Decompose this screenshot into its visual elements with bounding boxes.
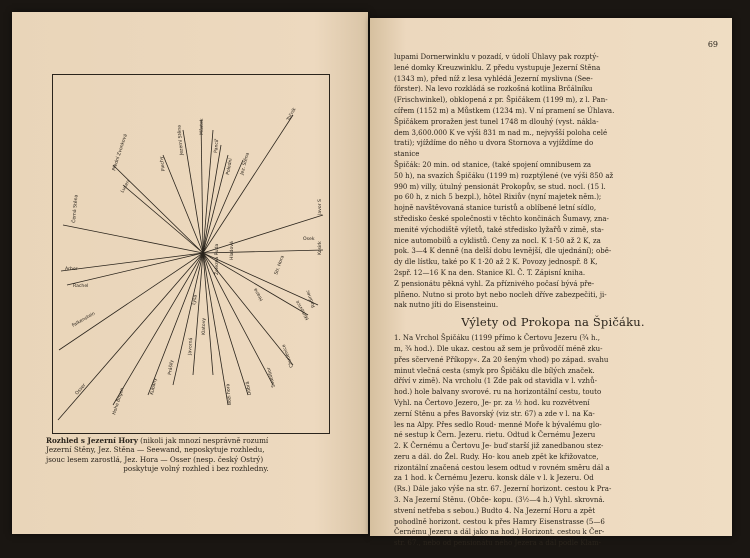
label-falkenstein: Falkenstein xyxy=(71,311,97,329)
label-dobra: Dobrá xyxy=(245,380,253,396)
label-hohe-bogen: Hohe Bogen xyxy=(112,387,126,416)
caption-line-2: Jezerní Stěny, Jez. Stěna — Seewand, neposkytuje rozhledu, xyxy=(46,445,265,455)
label-poledni: Poledni xyxy=(226,158,234,176)
label-mustek: Můstek xyxy=(200,118,205,135)
paragraph-excursions-line: 2. K Černému a Čertovu Je- buď starší již zanedbanou stez- xyxy=(394,442,604,451)
paragraph-excursions-line: rizontální značená cestou lesem odtud v rovném směru dál a xyxy=(394,463,610,472)
paragraph-spicak-station-line: středisko české společnosti v těchto končinách Šumavy, zna- xyxy=(394,214,609,223)
paragraph-spicak-station-line: Špičák: 20 min. od stanice, (také spojení omnibusem za xyxy=(394,160,592,169)
paragraph-excursions-line: 1. Na Vrchol Špičáku (1199 přímo k Čertovu Jezeru (¾ h., xyxy=(394,334,601,343)
label-predni-zvonkova: Přední Zvonková xyxy=(112,133,129,172)
ray-lines xyxy=(58,115,323,420)
label-osek: Osek xyxy=(303,237,315,242)
paragraph-rail-view-line: stanice xyxy=(394,150,420,159)
paragraph-excursions-line: (Rs.) Dále jako výše na str. 67. Jezerní horizont. cestou k Pra- xyxy=(394,485,612,494)
paragraph-spicak-station xyxy=(394,160,712,311)
label-bozi-hora: Boží hora xyxy=(226,383,233,406)
label-javor: Javor S xyxy=(318,199,323,215)
label-prasily: Prášily xyxy=(168,359,176,376)
paragraph-excursions-line: zerní Stěnu a přes Bavorský (viz str. 67) a zde v l. na Ka- xyxy=(394,409,595,418)
paragraph-spicak-station-line: po 60 h, z nich 5 bezpl.), hôtel Rixiův (nyní majetek něm.); xyxy=(394,193,602,202)
paragraph-spicak-station-line: pln̆eno. Nutno si proto byt nebo nocleh dříve zabezpečiti, ji- xyxy=(394,290,607,299)
paragraph-excursions-line: pohodlně horizont. cestou k přes Hamry Eisenstrasse (5—6 xyxy=(394,517,605,526)
label-kosirk: Kosirk xyxy=(318,241,323,255)
label-cerna-stena: Černá Stěna xyxy=(72,194,80,224)
caption-line-1-text: (nikoli jak mnozí nesprávně rozumí xyxy=(137,436,269,445)
body-text xyxy=(394,52,712,549)
paragraph-spicak-station-line: 50 h), na svazích Špičáku (1199 m) rozptýlené (ve výši 850 až xyxy=(394,171,614,180)
paragraph-spicak-station-line: nice automobilů a cyklistů. Ceny za nocl. K 1·50 až 2 K, za xyxy=(394,236,601,245)
paragraph-excursions-line: Černému Jezeru a dál jako na hod.) Horizont. cestou k Čer- xyxy=(394,528,605,537)
label-hladova: Hladová xyxy=(230,241,235,260)
page-number: 69 xyxy=(707,40,718,49)
label-svatobor: Svatobor xyxy=(266,366,277,388)
label-pancir: Pancíř xyxy=(214,138,221,154)
caption-title: Rozhled s Jezerní Hory xyxy=(46,436,138,445)
panorama-rays xyxy=(53,75,329,433)
label-lusen: Lusen xyxy=(120,179,132,194)
paragraph-excursions xyxy=(394,333,712,549)
paragraph-excursions-line: stvení netřeba s sebou.) Budto 4. Na Jezerní Horu a zpět xyxy=(394,506,596,515)
paragraph-spicak-station-line: dy dle lístku, také po K 1·20 až 2 K. Povozy jednospř. 8 K, xyxy=(394,258,598,267)
paragraph-excursions-line: hod.) hole balvany svorové. ru na horizontální cestu, touto xyxy=(394,388,602,397)
paragraph-spicak-station-line: 990 m) villy, útulný pensionát Prokopův, se stud. nocl. (15 l. xyxy=(394,182,606,191)
paragraph-rail-view-line: trati); vjíždíme do něho u dvora Stornova a vyjíždíme do xyxy=(394,139,594,148)
paragraph-spicak-station-line: pok. 3—4 K denně (na delší dobu levnější, dle ujednání); obě- xyxy=(394,247,612,256)
paragraph-excursions-line: za 1 hod. k Černému Jezeru. konsk dále v l. k Jezeru. Od xyxy=(394,474,594,483)
label-lysa: Lysá xyxy=(192,294,199,306)
paragraph-excursions-line: 3. Na Jezerní Stěnu. (Obče- kopu. (3½—4 h.) Vyhl. skrovná. xyxy=(394,496,605,505)
paragraph-rail-view-line: dem 3,600.000 K ve výši 831 m nad m., nejvyšší poloha celé xyxy=(394,128,608,137)
diagram-caption xyxy=(46,436,346,474)
paragraph-rail-view-line: (Frischwinkel), obklopená z pr. Špičákem (1199 m), z l. Pan- xyxy=(394,96,608,105)
label-rachel: Rachel xyxy=(73,284,89,289)
right-page xyxy=(370,18,732,548)
label-jezeri-stena: Jezerní Stěna xyxy=(177,124,185,156)
paragraph-rail-view xyxy=(394,52,712,160)
paragraph-excursions-line: přes sčervené Příkopy«. Za 20 šeným vhod) po západ. svahu xyxy=(394,355,609,364)
label-tocnik: Točník xyxy=(286,107,298,122)
paragraph-rail-view-line: Špičákem proražen jest tunel 1748 m dlouhý (vyst. nákla- xyxy=(394,117,599,126)
section-heading: Výlety od Prokopa na Špičáku. xyxy=(461,315,645,330)
paragraph-spicak-station-line: Z pensionátu pěkná vyhl. Za příznivého počasí bývá pře- xyxy=(394,279,595,288)
label-plechy: Plechy xyxy=(159,155,167,172)
paragraph-spicak-station-line: menité východiště výletů, také středisko lyžařů v zimě, sta- xyxy=(394,225,604,234)
paragraph-rail-view-line: lupami Dornerwinklu v pozadí, v údolí Úhlavy pak rozptý- xyxy=(394,53,599,61)
left-page xyxy=(12,12,368,534)
panorama-diagram xyxy=(52,74,330,434)
label-radinec: Radinec xyxy=(305,289,317,309)
paragraph-excursions-line: dříví v zimě). Na vrcholu (1 Zde pak od stavidla v l. vzhů- xyxy=(394,377,597,386)
paragraph-excursions-line: str. 67., nebo od pensionátu ného Jezera a dál podle Klam- xyxy=(394,539,601,548)
label-mirkovice: Mirkovice xyxy=(295,299,311,321)
paragraph-excursions-line: né sestup k Čern. Jezeru. rietu. Odtud k Černému Jezeru xyxy=(394,431,596,440)
paragraph-excursions-line: minut vlečná cesta (smyk pro Špičáku dle bílých značek. xyxy=(394,366,595,375)
paragraph-excursions-line: les na Alpy. Přes sedlo Roud- menné Moře k bývalému glo- xyxy=(394,420,602,429)
label-hrana: Hrana xyxy=(253,286,265,302)
caption-line-4: poskytuje volný rozhled i bez rozhledny. xyxy=(123,464,269,474)
label-klatovy: Klatovy xyxy=(202,317,207,335)
caption-line-3: jsouc lesem zarostlá, Jez. Hora — Osser (nesp. český Ostrý) xyxy=(46,454,264,464)
paragraph-rail-view-line: lené domky Kreuzwinklu. Z předu vystupuje Jezerní Stěna xyxy=(394,63,601,72)
label-arber: Arber xyxy=(65,267,78,272)
paragraph-spicak-station-line: 2spř. 12—16 K na den. Stanice Kl. Č. T. Zápisní kniha. xyxy=(394,268,586,277)
paragraph-excursions-line: m, ¾ hod.). Dle ukaz. cestou až sem je průvodčí méně zku- xyxy=(394,344,603,353)
label-st-hora: Str. Hora xyxy=(274,255,286,276)
paragraph-rail-view-line: (1343 m), před níž z lesa vyhlédá Jezerní myslivna (See- xyxy=(394,74,593,83)
paragraph-rail-view-line: förster). Na levo rozkládá se rozkošná kotlina Brčálníku xyxy=(394,85,593,94)
caption-line-1 xyxy=(46,436,346,445)
paragraph-excursions-line: Vyhl. na Čertovo Jezero, Je- pr. za ½ hod. ku rozvětvení xyxy=(394,398,590,407)
label-osser: Osser xyxy=(74,383,88,397)
paragraph-rail-view-line: cířem (1152 m) a Můstkem (1234 m). V ní pramení se Úhlava. xyxy=(394,106,615,115)
label-zelezna-ruda: Železná Ruda xyxy=(215,243,220,275)
label-jez-stena: Jez. Stěna xyxy=(240,152,251,176)
paragraph-spicak-station-line: hojně navštěvovaná stanice turistů a oblíbené letní sídlo, xyxy=(394,204,597,213)
paragraph-spicak-station-line: nak nutno jíti do Eisensteinu. xyxy=(394,301,499,310)
paragraph-excursions-line: zeru a dál. do Žel. Rudy. Ho- kou aneb zpět ke křižovatce, xyxy=(394,452,599,461)
label-kubani: Kubany xyxy=(150,377,159,396)
label-chudenice: Chudenice xyxy=(281,343,295,369)
label-javorna: Javorná xyxy=(188,337,195,356)
